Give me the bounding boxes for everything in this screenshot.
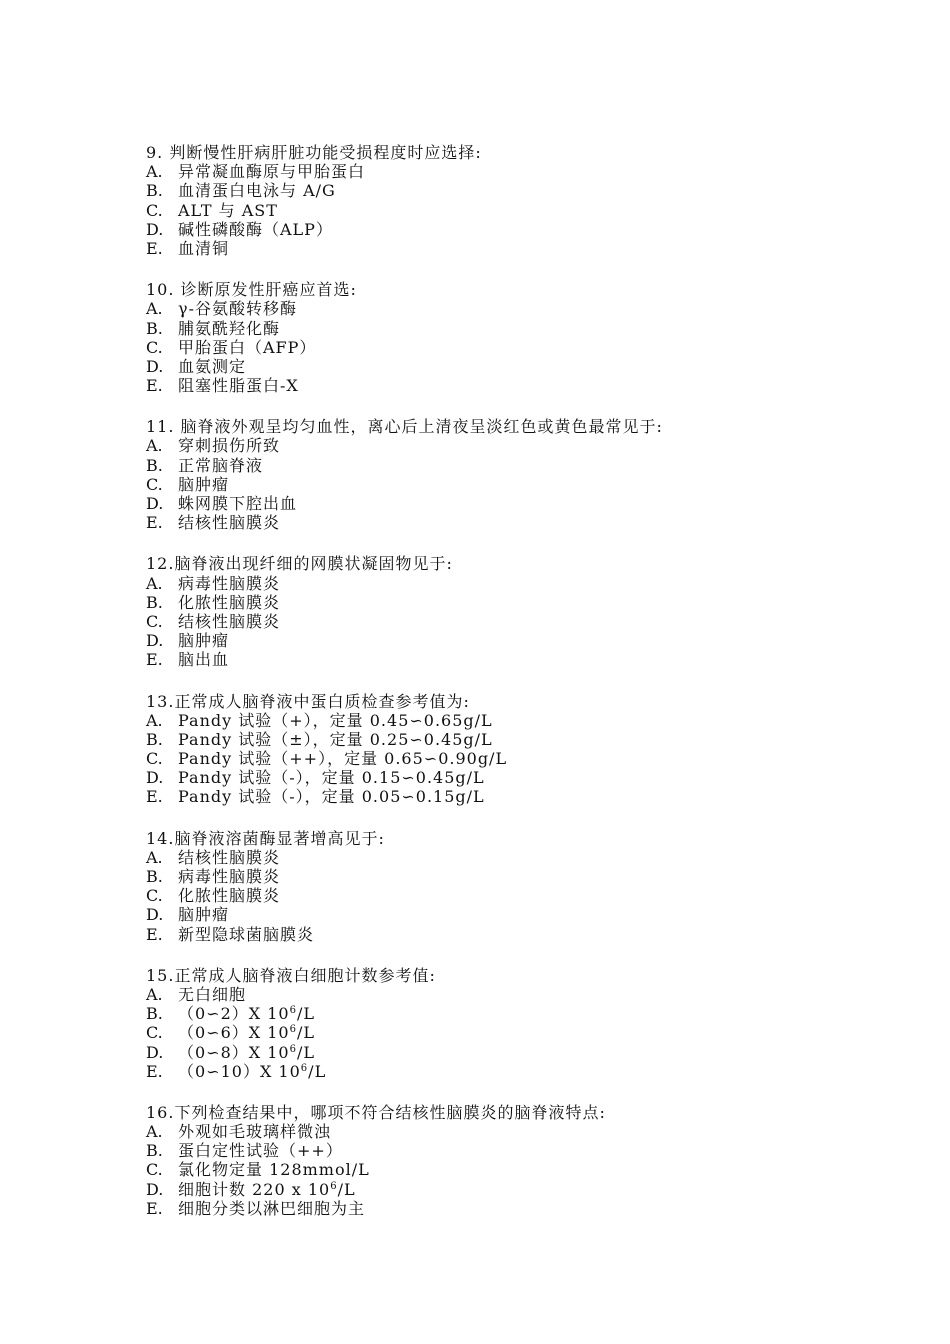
answer-option — [146, 1004, 866, 1023]
answer-option — [146, 631, 866, 650]
option-text: 甲胎蛋白（AFP） — [178, 337, 317, 357]
answer-option — [146, 730, 866, 749]
option-text: Pandy 试验（-），定量 0.15∽0.45g/L — [178, 768, 485, 788]
answer-option — [146, 239, 866, 258]
answer-option — [146, 319, 866, 338]
answer-option — [146, 162, 866, 181]
answer-option — [146, 711, 866, 730]
answer-option — [146, 1043, 866, 1062]
question-block — [146, 692, 866, 807]
option-exponent: 6 — [300, 1062, 309, 1074]
option-text: 结核性脑膜炎 — [178, 513, 281, 533]
option-text: 细胞计数 220 x 10 — [178, 1179, 331, 1199]
question-block — [146, 1103, 866, 1218]
option-letter: B. — [146, 867, 163, 886]
option-unit: /L — [308, 1061, 327, 1081]
answer-option — [146, 985, 866, 1004]
option-text: 蛋白定性试验（++） — [178, 1141, 343, 1161]
option-letter: E. — [146, 376, 163, 396]
answer-option — [146, 905, 866, 924]
option-text: 血清铜 — [178, 238, 230, 258]
answer-option — [146, 513, 866, 532]
option-text: 正常脑脊液 — [178, 455, 264, 475]
option-text: 化脓性脑膜炎 — [178, 592, 281, 612]
option-text: 病毒性脑膜炎 — [178, 867, 281, 886]
option-text: 蛛网膜下腔出血 — [178, 494, 298, 513]
option-letter: B. — [146, 1004, 163, 1024]
option-letter: E. — [146, 513, 163, 533]
option-letter: A. — [146, 573, 163, 593]
question-block — [146, 280, 866, 395]
option-letter: B. — [146, 1141, 163, 1161]
answer-option — [146, 867, 866, 886]
option-letter: D. — [146, 494, 164, 513]
option-text: （0∽8）X 10 — [178, 1042, 290, 1062]
answer-option — [146, 650, 866, 669]
option-letter: C. — [146, 611, 163, 631]
option-letter: D. — [146, 356, 164, 376]
option-letter: D. — [146, 905, 164, 925]
option-text: Pandy 试验（++），定量 0.65∽0.90g/L — [178, 749, 508, 769]
option-letter: D. — [146, 768, 164, 788]
option-text: 无白细胞 — [178, 984, 247, 1004]
option-text: 脑肿瘤 — [178, 474, 230, 494]
question-stem: 12.脑脊液出现纤细的网膜状凝固物见于: — [146, 554, 453, 574]
option-text: （0∽2）X 10 — [178, 1004, 290, 1024]
question-stem: 13.正常成人脑脊液中蛋白质检查参考值为: — [146, 691, 470, 711]
answer-option — [146, 768, 866, 787]
option-text: 结核性脑膜炎 — [178, 847, 281, 867]
option-letter: C. — [146, 1023, 163, 1043]
option-text: 脑出血 — [178, 650, 230, 670]
question-stem: 10. 诊断原发性肝癌应首选: — [146, 280, 357, 300]
answer-option — [146, 436, 866, 455]
answer-option — [146, 612, 866, 631]
option-text: 碱性磷酸酶（ALP） — [178, 219, 333, 239]
option-text: 细胞分类以淋巴细胞为主 — [178, 1198, 366, 1218]
option-text: （0∽6）X 10 — [178, 1023, 290, 1043]
answer-option — [146, 886, 866, 905]
question-block — [146, 554, 866, 669]
option-letter: A. — [146, 299, 163, 319]
option-letter: B. — [146, 181, 163, 201]
option-text: Pandy 试验（±），定量 0.25∽0.45g/L — [178, 729, 493, 749]
option-text: 新型隐球菌脑膜炎 — [178, 924, 315, 944]
answer-option — [146, 220, 866, 239]
answer-option — [146, 787, 866, 806]
option-letter: A. — [146, 1122, 163, 1142]
answer-option — [146, 848, 866, 867]
question-stem: 14.脑脊液溶菌酶显著增高见于: — [146, 828, 385, 848]
option-letter: D. — [146, 1042, 164, 1062]
answer-option — [146, 1122, 866, 1141]
option-unit: /L — [296, 1023, 315, 1043]
option-letter: E. — [146, 924, 163, 944]
question-block — [146, 829, 866, 944]
option-letter: B. — [146, 592, 163, 612]
answer-option — [146, 376, 866, 395]
option-text: ALT 与 AST — [178, 200, 278, 220]
option-text: 结核性脑膜炎 — [178, 611, 281, 631]
answer-option — [146, 1062, 866, 1081]
option-text: 异常凝血酶原与甲胎蛋白 — [178, 162, 366, 182]
option-text: （0∽10）X 10 — [178, 1061, 301, 1081]
option-text: 穿刺损伤所致 — [178, 436, 281, 456]
document-page — [146, 143, 866, 1240]
option-text: 外观如毛玻璃样微浊 — [178, 1122, 332, 1142]
option-letter: D. — [146, 1179, 164, 1199]
option-letter: B. — [146, 729, 163, 749]
option-unit: /L — [296, 1004, 315, 1024]
option-text: 血清蛋白电泳与 A/G — [178, 181, 336, 201]
option-letter: C. — [146, 474, 163, 494]
option-text: 脯氨酰羟化酶 — [178, 318, 281, 338]
option-letter: E. — [146, 1061, 163, 1081]
option-letter: D. — [146, 219, 164, 239]
question-stem: 11. 脑脊液外观呈均匀血性，离心后上清夜呈淡红色或黄色最常见于: — [146, 417, 663, 437]
option-letter: E. — [146, 238, 163, 258]
answer-option — [146, 1141, 866, 1160]
option-text: 阻塞性脂蛋白-X — [178, 376, 299, 396]
question-block — [146, 417, 866, 532]
question-stem: 16.下列检查结果中，哪项不符合结核性脑膜炎的脑脊液特点: — [146, 1102, 606, 1122]
option-text: 化脓性脑膜炎 — [178, 886, 281, 906]
option-text: 脑肿瘤 — [178, 631, 230, 651]
answer-option — [146, 201, 866, 220]
option-exponent: 6 — [330, 1180, 338, 1192]
option-letter: D. — [146, 631, 164, 651]
option-exponent: 6 — [289, 1043, 297, 1055]
option-text: 脑肿瘤 — [178, 905, 230, 925]
answer-option — [146, 593, 866, 612]
option-letter: E. — [146, 1198, 163, 1218]
option-letter: C. — [146, 886, 163, 906]
answer-option — [146, 1199, 866, 1218]
option-letter: C. — [146, 337, 163, 357]
question-stem: 9. 判断慢性肝病肝脏功能受损程度时应选择: — [146, 143, 482, 162]
option-unit: /L — [296, 1042, 315, 1062]
option-letter: E. — [146, 787, 163, 807]
answer-option — [146, 749, 866, 768]
answer-option — [146, 456, 866, 475]
option-text: 氯化物定量 128mmol/L — [178, 1160, 370, 1180]
option-exponent: 6 — [289, 1005, 297, 1017]
answer-option — [146, 181, 866, 200]
question-block — [146, 143, 866, 258]
answer-option — [146, 475, 866, 494]
option-text: 血氨测定 — [178, 356, 247, 376]
option-letter: A. — [146, 847, 163, 867]
option-letter: C. — [146, 749, 163, 769]
question-block — [146, 966, 866, 1081]
answer-option — [146, 357, 866, 376]
option-letter: A. — [146, 436, 163, 456]
option-letter: B. — [146, 318, 163, 338]
answer-option — [146, 1160, 866, 1179]
answer-option — [146, 925, 866, 944]
option-letter: A. — [146, 162, 163, 182]
answer-option — [146, 1023, 866, 1042]
answer-option — [146, 338, 866, 357]
option-exponent: 6 — [289, 1024, 297, 1036]
option-letter: E. — [146, 650, 163, 670]
option-text: γ-谷氨酸转移酶 — [178, 299, 297, 319]
option-unit: /L — [337, 1179, 356, 1199]
answer-option — [146, 1180, 866, 1199]
option-text: Pandy 试验（-），定量 0.05∽0.15g/L — [178, 787, 485, 807]
answer-option — [146, 299, 866, 318]
question-stem: 15.正常成人脑脊液白细胞计数参考值: — [146, 965, 436, 985]
answer-option — [146, 574, 866, 593]
option-letter: C. — [146, 200, 163, 220]
answer-option — [146, 494, 866, 513]
option-letter: C. — [146, 1160, 163, 1180]
option-letter: B. — [146, 455, 163, 475]
option-text: Pandy 试验（+），定量 0.45∽0.65g/L — [178, 710, 493, 730]
option-letter: A. — [146, 984, 163, 1004]
option-text: 病毒性脑膜炎 — [178, 573, 281, 593]
option-letter: A. — [146, 710, 163, 730]
